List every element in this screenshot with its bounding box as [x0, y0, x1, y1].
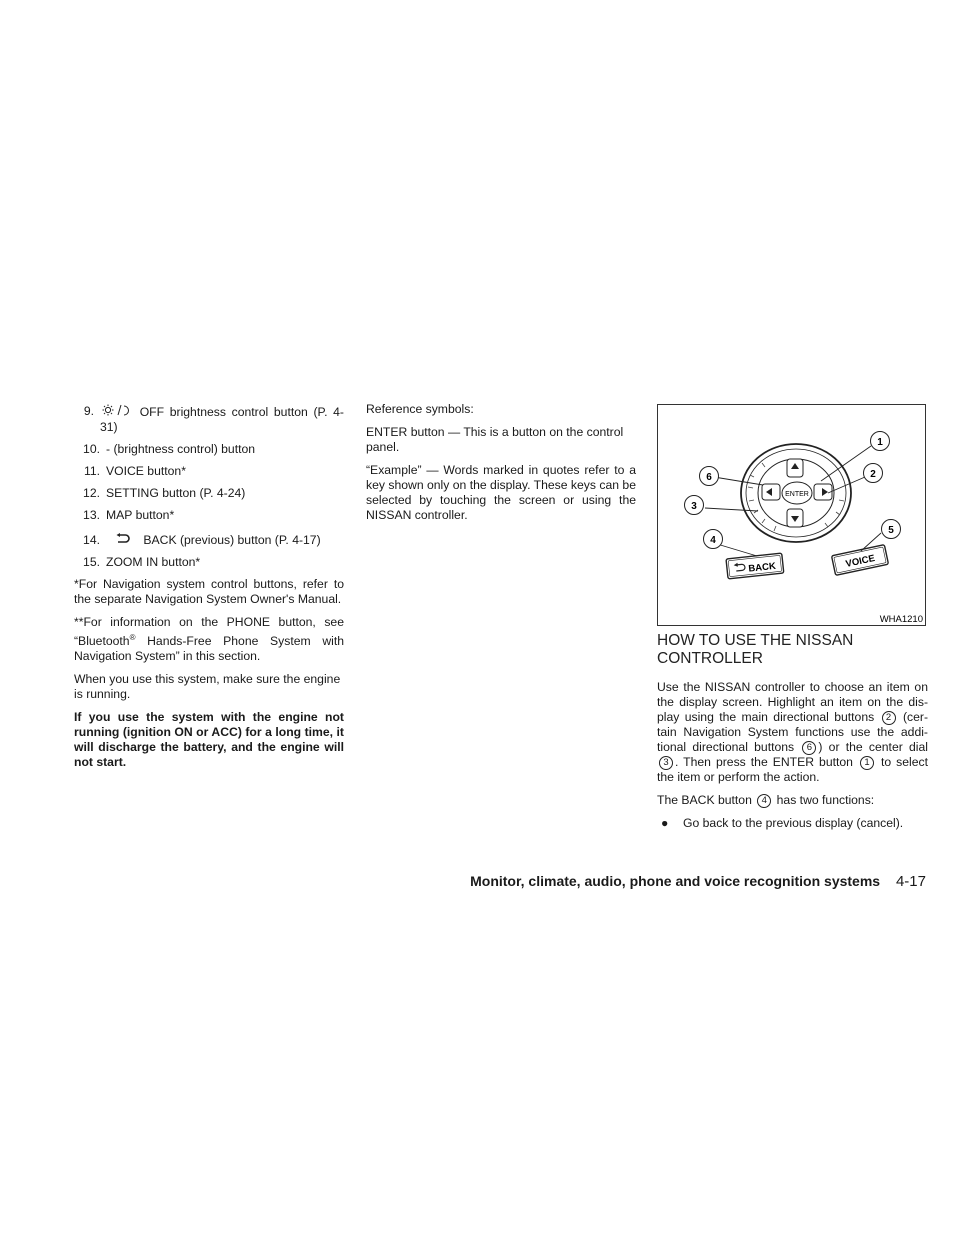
list-item — [74, 442, 344, 457]
reference-enter: ENTER button — This is a button on the control panel. — [366, 425, 624, 454]
list-text: VOICE button* — [106, 464, 186, 478]
controller-diagram — [658, 405, 925, 625]
back-arrow-icon — [106, 533, 140, 548]
controller-figure — [657, 404, 926, 626]
page-footer — [470, 872, 926, 891]
callout-ref: 2 — [882, 711, 896, 725]
callout-4: 4 — [710, 535, 716, 546]
back-paragraph: The BACK button 4 has two functions: — [657, 793, 875, 807]
callout-1: 1 — [877, 437, 883, 448]
list-item — [74, 533, 344, 548]
callout-5: 5 — [888, 525, 894, 536]
list-item — [74, 464, 344, 479]
callout-ref: 3 — [659, 756, 673, 770]
phone-note — [74, 615, 344, 664]
list-item — [74, 486, 344, 501]
list-text: - (brightness control) button — [106, 442, 256, 456]
warning-text: If you use the system with the engine not running (ignition ON or ACC) for a long time, it will discharge the battery, and the engine will not start. — [74, 710, 344, 770]
registered-mark: ® — [129, 633, 136, 642]
reference-title: Reference symbols: — [366, 402, 474, 416]
callout-3: 3 — [691, 501, 697, 512]
page-number: 4-17 — [895, 873, 926, 890]
callout-ref: 1 — [860, 756, 874, 770]
phone-note-text: Hands-Free Phone System with Navigation System” in this section. — [74, 634, 344, 664]
bullet-text: Go back to the previous display (cancel). — [683, 816, 904, 830]
right-column — [657, 632, 928, 831]
enter-label: ENTER — [785, 491, 809, 498]
middle-column — [366, 402, 636, 531]
list-text: ZOOM IN button* — [106, 555, 201, 569]
callout-2: 2 — [870, 469, 876, 480]
list-number: 9. — [83, 404, 94, 418]
back-label: BACK — [747, 560, 777, 575]
list-text: OFF brightness control button (P. 4-31) — [100, 405, 344, 434]
list-text: SETTING button (P. 4-24) — [106, 486, 246, 500]
list-item — [74, 404, 344, 435]
list-number: 13. — [83, 508, 100, 522]
list-number: 15. — [83, 555, 100, 569]
list-number: 12. — [83, 486, 100, 500]
callout-ref: 4 — [757, 794, 771, 808]
callout-6: 6 — [706, 472, 712, 483]
nav-note: *For Navigation system control buttons, refer to the separate Navigation System Owner's Manual. — [74, 577, 344, 606]
footer-title: Monitor, climate, audio, phone and voice recognition systems — [470, 873, 881, 889]
engine-note: When you use this system, make sure the engine is running. — [74, 672, 341, 702]
list-number: 11. — [83, 464, 100, 478]
list-number: 10. — [83, 442, 100, 456]
section-heading: HOW TO USE THE NISSAN CONTROLLER — [657, 632, 854, 667]
figure-caption: WHA1210 — [879, 614, 923, 625]
brightness-icon — [100, 404, 134, 420]
list-text: BACK (previous) button (P. 4-17) — [143, 533, 321, 547]
phone-note-text: **For information on the PHONE button, see “Bluetooth — [74, 615, 344, 649]
list-item — [74, 508, 344, 523]
left-column — [74, 404, 344, 778]
callout-ref: 6 — [802, 741, 816, 755]
list-text: MAP button* — [106, 508, 175, 522]
list-item — [74, 555, 344, 570]
bullet-item — [661, 816, 928, 831]
section-paragraph: Use the NISSAN controller to choose an item on the display screen. Highlight an item on the dis-play using the main directional buttons 2 (cer-tain Navigation System functions use the addi-tional directional buttons 6 ) or the center dial 3 . Then press the ENTER button 1 to select the item or perform the action. — [657, 680, 929, 784]
reference-example: “Example” — Words marked in quotes refer to a key shown only on the display. These keys can be selected by touching the screen or using the NISSAN controller. — [366, 463, 636, 522]
list-number: 14. — [83, 533, 100, 547]
voice-label: VOICE — [844, 553, 876, 570]
bullet-dot-icon: ● — [661, 816, 669, 830]
